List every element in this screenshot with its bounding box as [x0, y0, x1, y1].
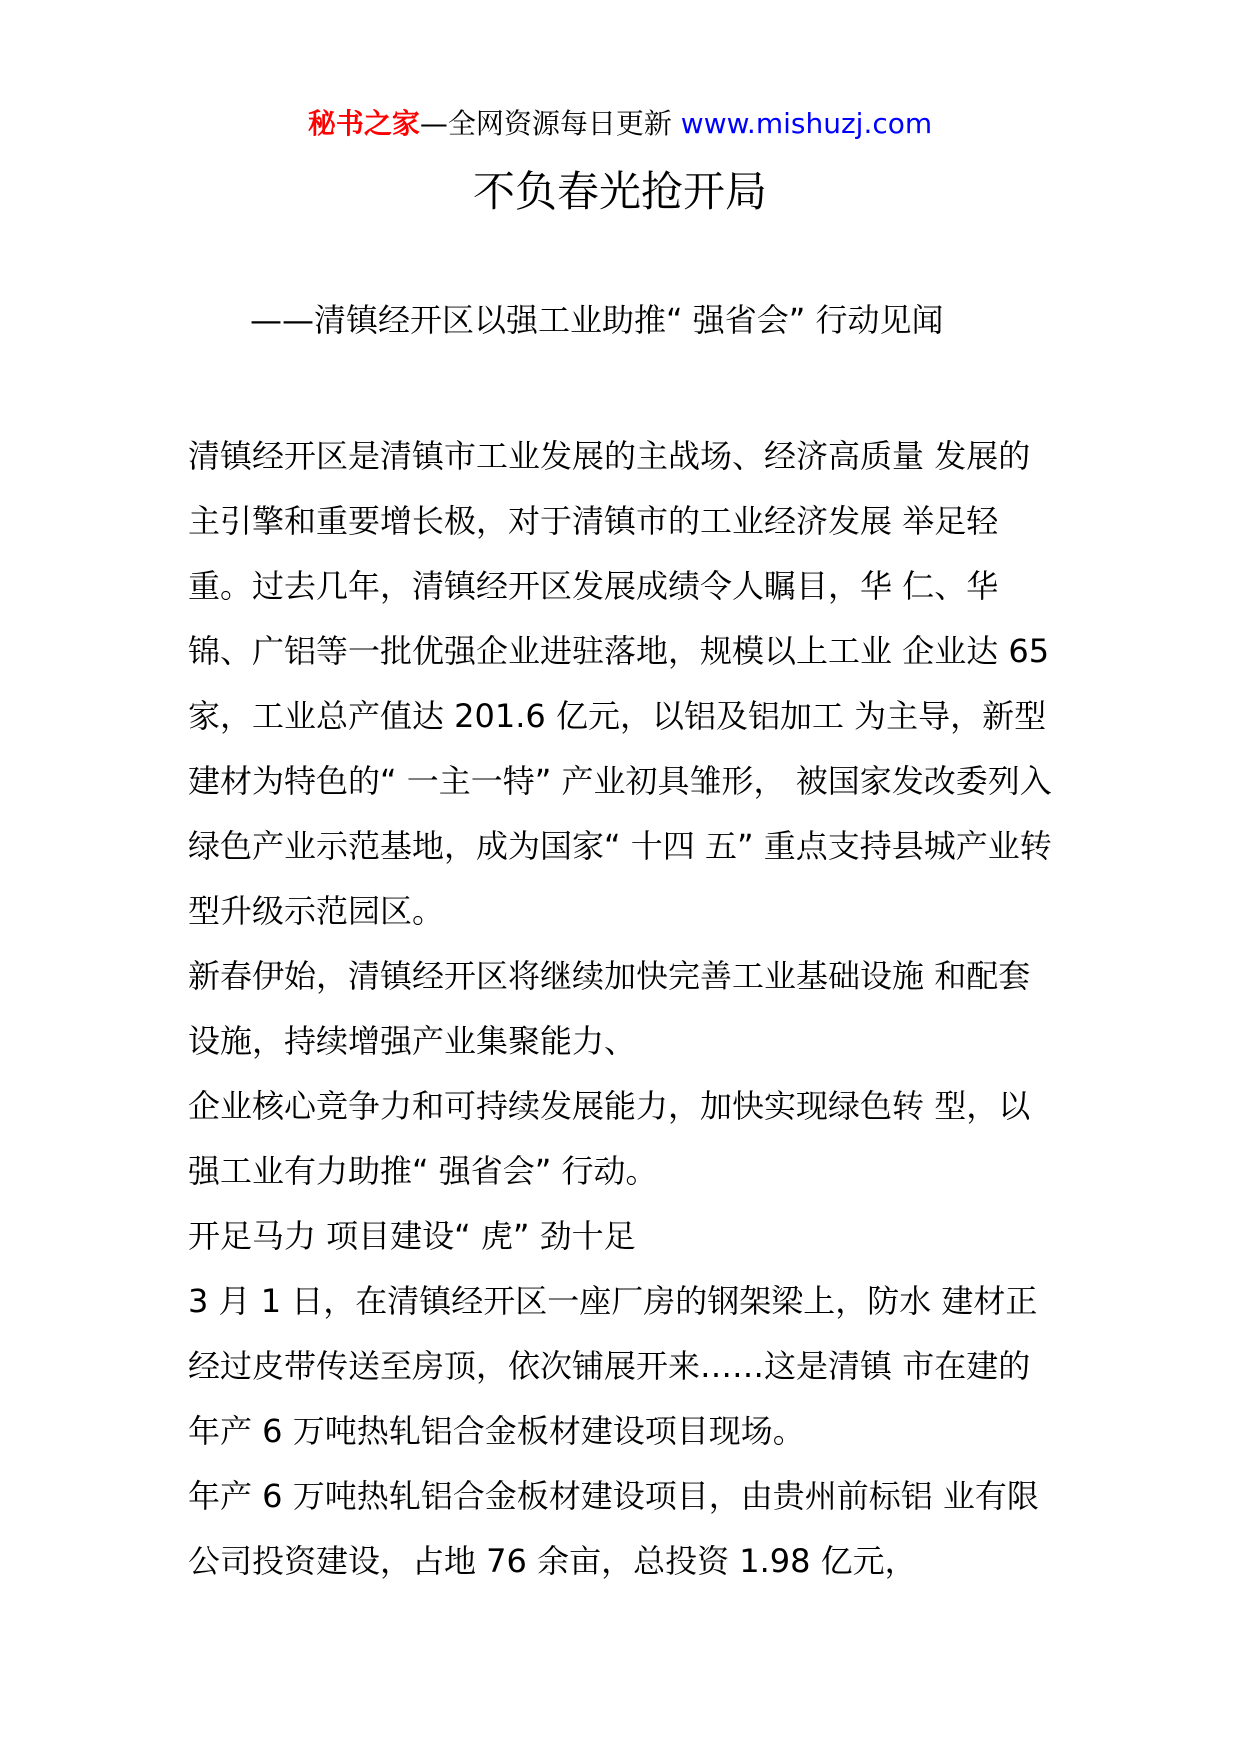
site-url-link[interactable]: www.mishuzj.com	[680, 107, 933, 140]
paragraph-line: 3 月 1 日，在清镇经开区一座厂房的钢架梁上，防水	[188, 1282, 932, 1320]
paragraph-line: 年产 6 万吨热轧铝合金板材建设项目，由贵州前标铝	[188, 1477, 933, 1515]
document-title: 不负春光抢开局	[472, 167, 767, 216]
paragraph-line: 仁、华锦、广铝等一批优强企业进驻落地，规模以上工业	[188, 567, 999, 670]
paragraph-line: 企业达 65 家，工业总产值达 201.6 亿元，以铝及铝加工	[188, 632, 1050, 735]
site-tagline: —全网资源每日更新	[419, 107, 672, 140]
paragraph-line: 新春伊始，清镇经开区将继续加快完善工业基础设施	[188, 957, 925, 995]
paragraph	[188, 944, 1054, 1074]
paragraph	[188, 1464, 1054, 1594]
paragraph-line: 企业核心竞争力和可持续发展能力，加快实现绿色转	[188, 1087, 925, 1125]
site-brand: 秘书之家	[307, 107, 420, 140]
paragraph-line: 五” 重点支持县城产业转型升级示范园区。	[188, 827, 1052, 930]
paragraph-line: 建材正经过皮带传送至房顶，依次铺展开来……这是清镇	[188, 1282, 1038, 1385]
section-heading	[188, 1204, 1054, 1269]
paragraph-line: 清镇经开区是清镇市工业发展的主战场、经济高质量	[188, 437, 925, 475]
paragraph	[188, 1269, 1054, 1464]
paragraph-line: 市在建的年产 6 万吨热轧铝合金板材建设项目现场。	[188, 1347, 1031, 1450]
paragraph	[188, 424, 1054, 944]
paragraph-line: 业有限公司投资建设，占地 76 余亩，总投资 1.98 亿元，	[188, 1477, 1039, 1580]
section-heading-line: 开足马力 项目建设“ 虎” 劲十足	[188, 1217, 636, 1255]
paragraph-line: 为主导，新型建材为特色的“ 一主一特” 产业初具雏形，	[188, 697, 1047, 800]
document-body	[188, 424, 1054, 1594]
site-header	[0, 100, 1240, 148]
paragraph-line: 和配套设施，持续增强产业集聚能力、	[188, 957, 1031, 1060]
paragraph-line: 举足轻重。过去几年，清镇经开区发展成绩令人瞩目，华	[188, 502, 999, 605]
paragraph-line: 被国家发改委列入绿色产业示范基地，成为国家“ 十四	[188, 762, 1052, 865]
paragraph-line: 型，以强工业有力助推“ 强省会” 行动。	[188, 1087, 1031, 1190]
document-subtitle: ——清镇经开区以强工业助推“ 强省会” 行动见闻	[250, 301, 944, 339]
paragraph-line: 发展的主引擎和重要增长极，对于清镇市的工业经济发展	[188, 437, 1031, 540]
paragraph	[188, 1074, 1054, 1204]
